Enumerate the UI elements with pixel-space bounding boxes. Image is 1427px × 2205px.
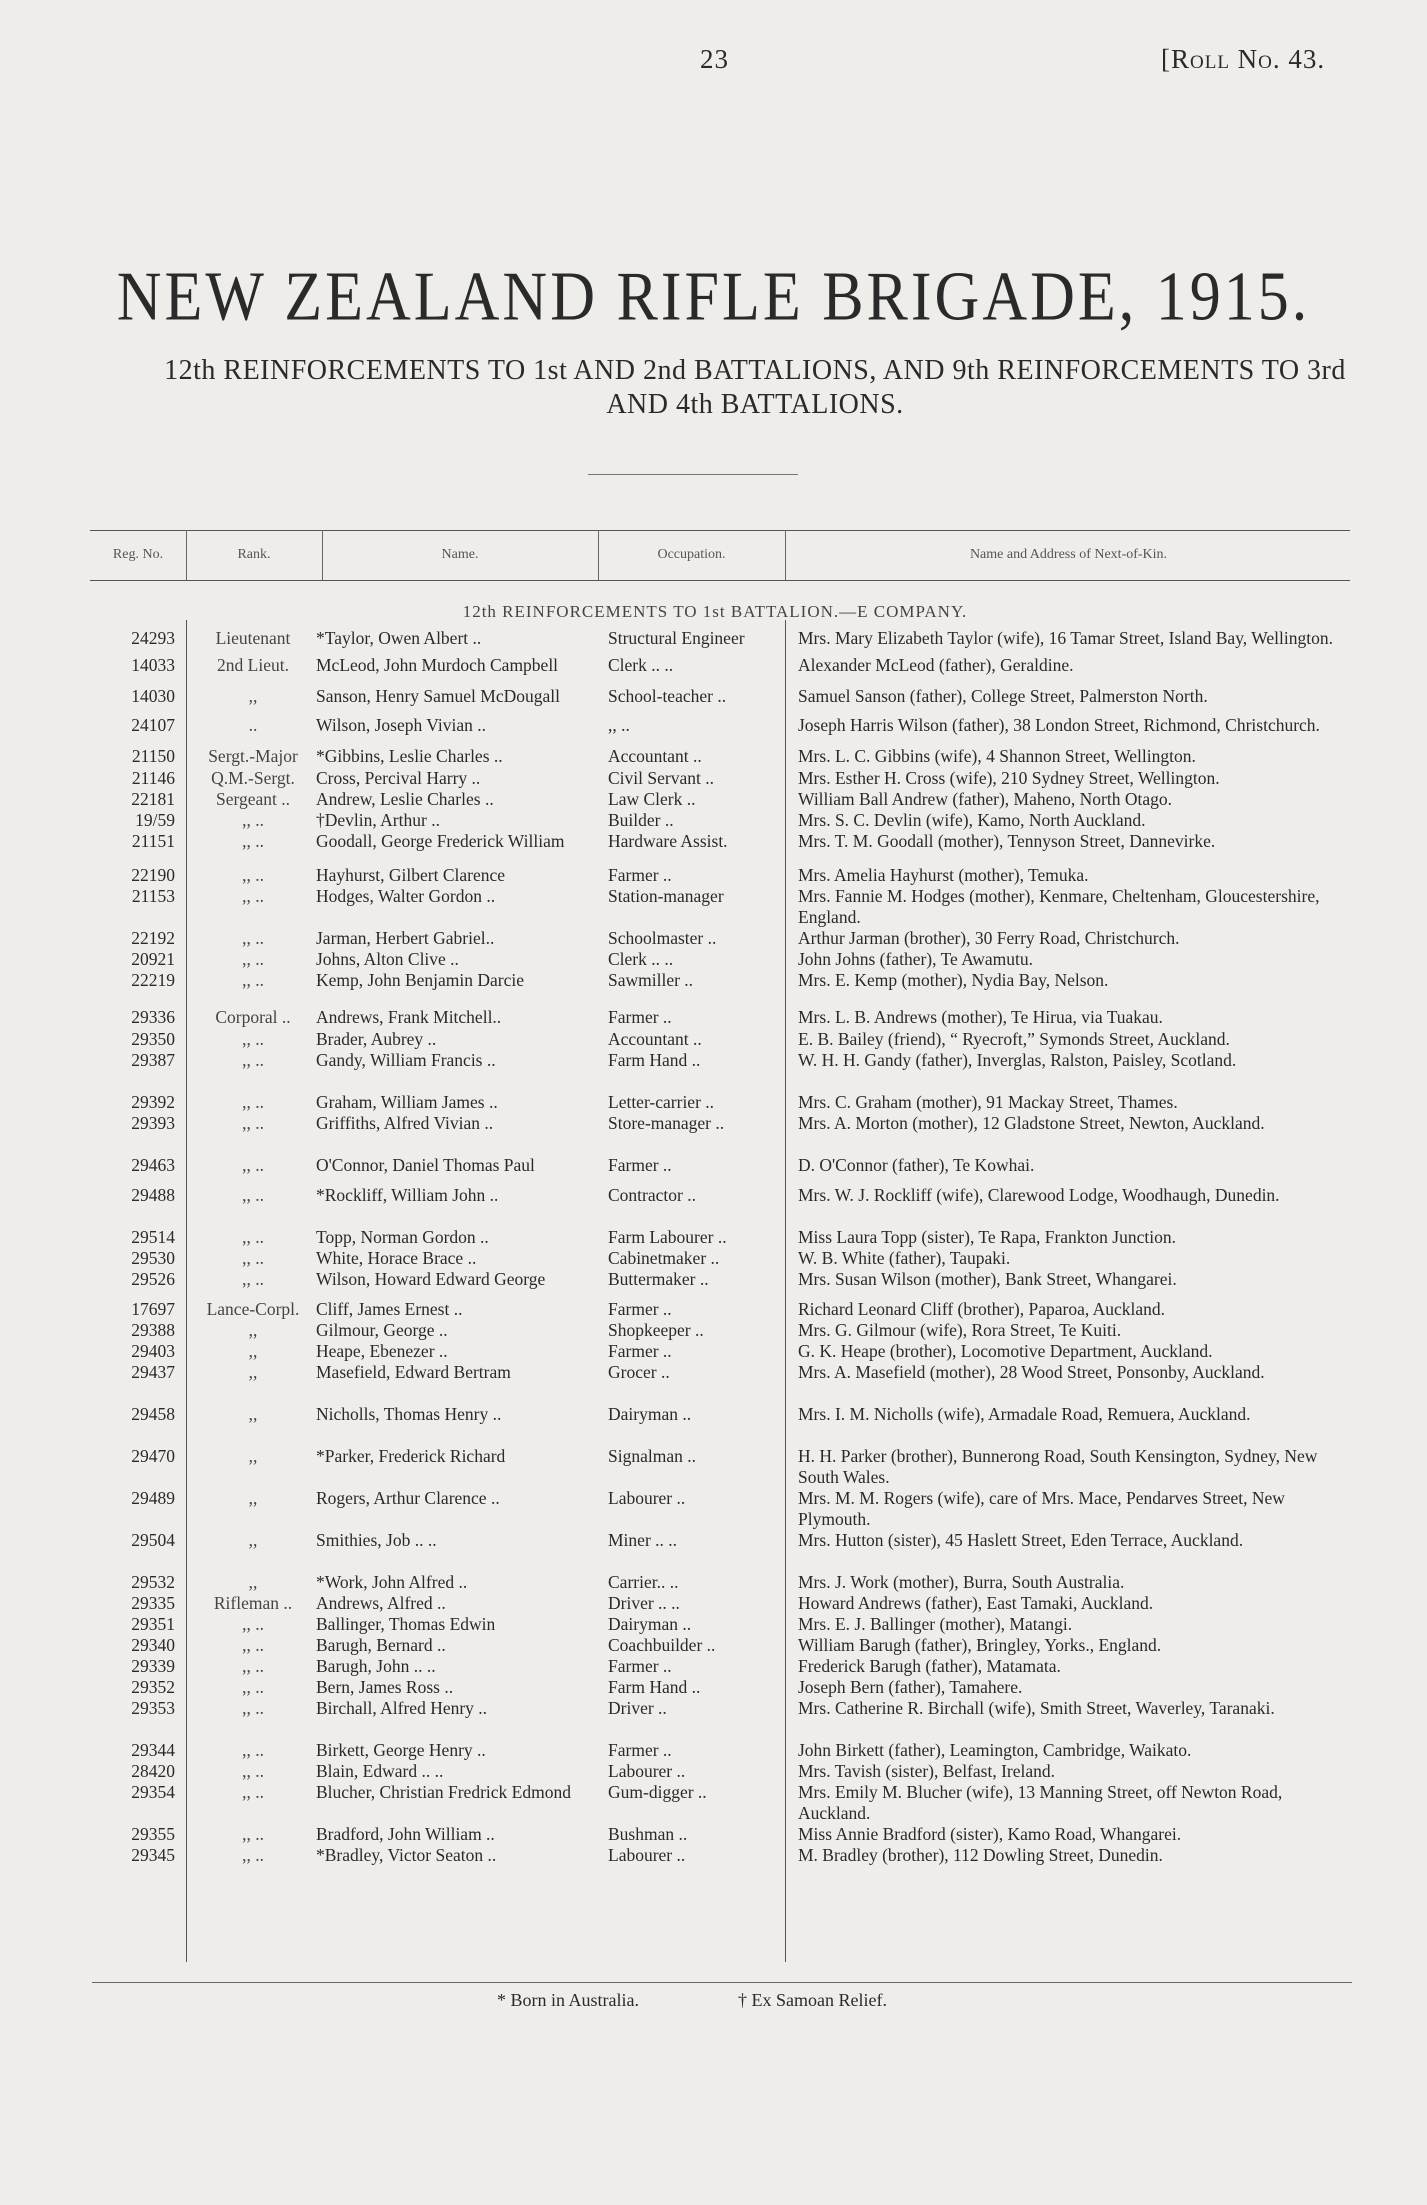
rank: ,, .. <box>242 1614 264 1634</box>
next-of-kin: Mrs. Hutton (sister), 45 Haslett Street, Eden Terrace, Auckland. <box>798 1530 1244 1550</box>
reg-number: 29437 <box>131 1362 175 1382</box>
reg-number: 29335 <box>131 1593 175 1613</box>
next-of-kin: H. H. Parker (brother), Bunnerong Road, South Kensington, Sydney, New South Wales. <box>798 1446 1318 1487</box>
soldier-name: Rogers, Arthur Clarence .. <box>316 1488 500 1508</box>
occupation: Farm Hand .. <box>608 1050 701 1070</box>
occupation: Clerk .. .. <box>608 655 674 675</box>
reg-number: 29532 <box>131 1572 175 1592</box>
rank: ,, <box>248 1362 258 1382</box>
rank: ,, .. <box>242 1782 264 1802</box>
soldier-name: *Parker, Frederick Richard <box>316 1446 506 1466</box>
occupation: Farmer .. <box>608 1740 672 1760</box>
soldier-name: Brader, Aubrey .. <box>316 1029 437 1049</box>
occupation: Hardware Assist. <box>608 831 728 851</box>
rank: ,, .. <box>242 1677 264 1697</box>
rank: ,, <box>248 1341 258 1361</box>
rank: ,, <box>248 686 258 706</box>
reg-number: 29354 <box>131 1782 175 1802</box>
soldier-name: Griffiths, Alfred Vivian .. <box>316 1113 494 1133</box>
reg-number: 29393 <box>131 1113 175 1133</box>
occupation: Coachbuilder .. <box>608 1635 716 1655</box>
rank: ,, .. <box>242 1656 264 1676</box>
occupation: Letter-carrier .. <box>608 1092 715 1112</box>
header-bottom-rule <box>90 580 1350 581</box>
header-separator <box>322 530 323 580</box>
next-of-kin: Mrs. T. M. Goodall (mother), Tennyson Street, Dannevirke. <box>798 831 1216 851</box>
occupation: Driver .. <box>608 1698 667 1718</box>
occupation: Farm Hand .. <box>608 1677 701 1697</box>
soldier-name: Wilson, Joseph Vivian .. <box>316 715 487 735</box>
soldier-name: O'Connor, Daniel Thomas Paul <box>316 1155 535 1175</box>
reg-number: 20921 <box>131 949 175 969</box>
next-of-kin: Howard Andrews (father), East Tamaki, Auckland. <box>798 1593 1154 1613</box>
next-of-kin: G. K. Heape (brother), Locomotive Department, Auckland. <box>798 1341 1213 1361</box>
next-of-kin: William Barugh (father), Bringley, Yorks., England. <box>798 1635 1162 1655</box>
header-top-rule <box>90 530 1350 531</box>
soldier-name: Gandy, William Francis .. <box>316 1050 496 1070</box>
next-of-kin: John Johns (father), Te Awamutu. <box>798 949 1034 969</box>
rank: ,, <box>248 1572 258 1592</box>
soldier-name: Kemp, John Benjamin Darcie <box>316 970 525 990</box>
rank: ,, .. <box>242 1029 264 1049</box>
next-of-kin: John Birkett (father), Leamington, Cambridge, Waikato. <box>798 1740 1192 1760</box>
reg-number: 29340 <box>131 1635 175 1655</box>
next-of-kin: Mrs. I. M. Nicholls (wife), Armadale Road, Remuera, Auckland. <box>798 1404 1251 1424</box>
reg-number: 29344 <box>131 1740 175 1760</box>
next-of-kin: Mrs. Susan Wilson (mother), Bank Street, Whangarei. <box>798 1269 1177 1289</box>
occupation: Farmer .. <box>608 1155 672 1175</box>
next-of-kin: W. H. H. Gandy (father), Inverglas, Ralston, Paisley, Scotland. <box>798 1050 1237 1070</box>
reg-number: 29355 <box>131 1824 175 1844</box>
soldier-name: Birkett, George Henry .. <box>316 1740 486 1760</box>
soldier-name: Topp, Norman Gordon .. <box>316 1227 489 1247</box>
rank: ,, <box>248 1446 258 1466</box>
reg-number: 29489 <box>131 1488 175 1508</box>
occupation: Dairyman .. <box>608 1614 692 1634</box>
next-of-kin: Frederick Barugh (father), Matamata. <box>798 1656 1061 1676</box>
header-separator <box>785 530 786 580</box>
rank: ,, .. <box>242 949 264 969</box>
next-of-kin: Mrs. E. J. Ballinger (mother), Matangi. <box>798 1614 1073 1634</box>
next-of-kin: Mrs. Tavish (sister), Belfast, Ireland. <box>798 1761 1056 1781</box>
page-subtitle: 12th REINFORCEMENTS TO 1st AND 2nd BATTALIONS, AND 9th REINFORCEMENTS TO 3rd AND 4th BATTALIONS. <box>164 355 1346 420</box>
soldier-name: Cross, Percival Harry .. <box>316 768 481 788</box>
occupation: Labourer .. <box>608 1845 686 1865</box>
reg-number: 29351 <box>131 1614 175 1634</box>
occupation: Labourer .. <box>608 1488 686 1508</box>
rank: .. <box>248 715 258 735</box>
next-of-kin: William Ball Andrew (father), Maheno, North Otago. <box>798 789 1172 809</box>
next-of-kin: Mrs. Amelia Hayhurst (mother), Temuka. <box>798 865 1089 885</box>
next-of-kin: W. B. White (father), Taupaki. <box>798 1248 1011 1268</box>
next-of-kin: Joseph Bern (father), Tamahere. <box>798 1677 1023 1697</box>
rank: ,, .. <box>242 865 264 885</box>
occupation: Farmer .. <box>608 1341 672 1361</box>
soldier-name: White, Horace Brace .. <box>316 1248 477 1268</box>
soldier-name: Wilson, Howard Edward George <box>316 1269 546 1289</box>
next-of-kin: Arthur Jarman (brother), 30 Ferry Road, Christchurch. <box>798 928 1180 948</box>
rank: ,, <box>248 1488 258 1508</box>
next-of-kin: E. B. Bailey (friend), “ Ryecroft,” Symonds Street, Auckland. <box>798 1029 1230 1049</box>
reg-number: 19/59 <box>135 810 175 830</box>
occupation: Gum-digger .. <box>608 1782 707 1802</box>
reg-number: 21151 <box>131 831 175 851</box>
reg-number: 28420 <box>131 1761 175 1781</box>
soldier-name: McLeod, John Murdoch Campbell <box>316 655 559 675</box>
rank: ,, <box>248 1530 258 1550</box>
soldier-name: Barugh, John .. .. <box>316 1656 436 1676</box>
reg-number: 24293 <box>131 628 175 648</box>
next-of-kin: Mrs. Catherine R. Birchall (wife), Smith Street, Waverley, Taranaki. <box>798 1698 1275 1718</box>
occupation: Farmer .. <box>608 1299 672 1319</box>
soldier-name: Andrews, Alfred .. <box>316 1593 446 1613</box>
reg-number: 29336 <box>131 1007 175 1027</box>
reg-number: 29463 <box>131 1155 175 1175</box>
soldier-name: Andrews, Frank Mitchell.. <box>316 1007 502 1027</box>
next-of-kin: Mrs. C. Graham (mother), 91 Mackay Street, Thames. <box>798 1092 1178 1112</box>
soldier-name: *Taylor, Owen Albert .. <box>316 628 482 648</box>
occupation: Farmer .. <box>608 1007 672 1027</box>
next-of-kin: Mrs. Emily M. Blucher (wife), 13 Manning Street, off Newton Road, Auckland. <box>798 1782 1283 1823</box>
next-of-kin: Mrs. E. Kemp (mother), Nydia Bay, Nelson. <box>798 970 1109 990</box>
soldier-name: Nicholls, Thomas Henry .. <box>316 1404 502 1424</box>
rank: ,, .. <box>242 1227 264 1247</box>
soldier-name: *Gibbins, Leslie Charles .. <box>316 746 503 766</box>
rank: Q.M.-Sergt. <box>211 768 295 788</box>
rank: ,, .. <box>242 1155 264 1175</box>
rank: ,, .. <box>242 1761 264 1781</box>
occupation: Farmer .. <box>608 1656 672 1676</box>
column-rule <box>186 620 187 1962</box>
section-heading: 12th REINFORCEMENTS TO 1st BATTALION.—E COMPANY. <box>462 602 968 621</box>
reg-number: 22192 <box>131 928 175 948</box>
soldier-name: Gilmour, George .. <box>316 1320 448 1340</box>
next-of-kin: Miss Laura Topp (sister), Te Rapa, Frankton Junction. <box>798 1227 1176 1247</box>
rank: ,, <box>248 1320 258 1340</box>
occupation: Farmer .. <box>608 865 672 885</box>
next-of-kin: Alexander McLeod (father), Geraldine. <box>798 655 1074 675</box>
reg-number: 29504 <box>131 1530 175 1550</box>
occupation: Miner .. .. <box>608 1530 678 1550</box>
rank: ,, .. <box>242 1248 264 1268</box>
rank: Sergt.-Major <box>208 746 298 766</box>
rank: Lieutenant <box>215 628 291 648</box>
occupation: ,, .. <box>608 715 630 735</box>
occupation: Accountant .. <box>608 1029 702 1049</box>
soldier-name: †Devlin, Arthur .. <box>316 810 440 830</box>
reg-number: 21153 <box>131 886 175 906</box>
soldier-name: Andrew, Leslie Charles .. <box>316 789 494 809</box>
occupation: Clerk .. .. <box>608 949 674 969</box>
reg-number: 22181 <box>131 789 175 809</box>
occupation: Shopkeeper .. <box>608 1320 704 1340</box>
header-next-of-kin: Name and Address of Next-of-Kin. <box>969 547 1168 562</box>
rank: Sergeant .. <box>215 789 291 809</box>
reg-number: 29488 <box>131 1185 175 1205</box>
rank: ,, .. <box>242 1740 264 1760</box>
header-reg-no: Reg. No. <box>112 547 164 562</box>
reg-number: 22190 <box>131 865 175 885</box>
soldier-name: *Rockliff, William John .. <box>316 1185 499 1205</box>
occupation: Structural Engineer <box>608 628 745 648</box>
reg-number: 14033 <box>131 655 175 675</box>
soldier-name: Heape, Ebenezer .. <box>316 1341 448 1361</box>
occupation: Bushman .. <box>608 1824 688 1844</box>
reg-number: 24107 <box>131 715 175 735</box>
reg-number: 29353 <box>131 1698 175 1718</box>
reg-number: 29526 <box>131 1269 175 1289</box>
next-of-kin: Mrs. Fannie M. Hodges (mother), Kenmare, Cheltenham, Gloucestershire, England. <box>798 886 1320 927</box>
occupation: Grocer .. <box>608 1362 670 1382</box>
footnote-samoan-relief: † Ex Samoan Relief. <box>738 1990 887 2010</box>
rank: Rifleman .. <box>213 1593 293 1613</box>
reg-number: 17697 <box>131 1299 175 1319</box>
next-of-kin: Mrs. W. J. Rockliff (wife), Clarewood Lodge, Woodhaugh, Dunedin. <box>798 1185 1280 1205</box>
occupation: Signalman .. <box>608 1446 696 1466</box>
next-of-kin: Joseph Harris Wilson (father), 38 London Street, Richmond, Christchurch. <box>798 715 1320 735</box>
next-of-kin: Mrs. L. B. Andrews (mother), Te Hirua, via Tuakau. <box>798 1007 1163 1027</box>
next-of-kin: Richard Leonard Cliff (brother), Paparoa, Auckland. <box>798 1299 1166 1319</box>
rank: ,, .. <box>242 1698 264 1718</box>
soldier-name: Masefield, Edward Bertram <box>316 1362 511 1382</box>
column-rule <box>785 620 786 1962</box>
rank: ,, .. <box>242 1185 264 1205</box>
reg-number: 22219 <box>131 970 175 990</box>
rank: Lance-Corpl. <box>206 1299 300 1319</box>
soldier-name: Bern, James Ross .. <box>316 1677 454 1697</box>
occupation: Store-manager .. <box>608 1113 725 1133</box>
rank: 2nd Lieut. <box>217 655 289 675</box>
next-of-kin: Mrs. A. Morton (mother), 12 Gladstone Street, Newton, Auckland. <box>798 1113 1265 1133</box>
rank: ,, .. <box>242 810 264 830</box>
header-rank: Rank. <box>237 547 271 562</box>
occupation: Schoolmaster .. <box>608 928 717 948</box>
rank: ,, .. <box>242 1635 264 1655</box>
footer-rule <box>92 1982 1352 1983</box>
next-of-kin: Miss Annie Bradford (sister), Kamo Road, Whangarei. <box>798 1824 1182 1844</box>
reg-number: 29514 <box>131 1227 175 1247</box>
rank: Corporal .. <box>215 1007 291 1027</box>
reg-number: 21146 <box>131 768 175 788</box>
soldier-name: Jarman, Herbert Gabriel.. <box>316 928 495 948</box>
reg-number: 29403 <box>131 1341 175 1361</box>
rank: ,, .. <box>242 1050 264 1070</box>
occupation: Accountant .. <box>608 746 702 766</box>
reg-number: 29470 <box>131 1446 175 1466</box>
rank: ,, <box>248 1404 258 1424</box>
occupation: Station-manager <box>608 886 724 906</box>
occupation: Carrier.. .. <box>608 1572 679 1592</box>
occupation: Civil Servant .. <box>608 768 714 788</box>
occupation: Builder .. <box>608 810 674 830</box>
reg-number: 21150 <box>131 746 175 766</box>
page-number: 23 <box>700 44 729 74</box>
reg-number: 29345 <box>131 1845 175 1865</box>
reg-number: 29458 <box>131 1404 175 1424</box>
next-of-kin: Mrs. L. C. Gibbins (wife), 4 Shannon Street, Wellington. <box>798 746 1196 766</box>
occupation: Farm Labourer .. <box>608 1227 727 1247</box>
reg-number: 29387 <box>131 1050 175 1070</box>
page-title: NEW ZEALAND RIFLE BRIGADE, 1915. <box>116 258 1311 336</box>
occupation: Cabinetmaker .. <box>608 1248 720 1268</box>
rank: ,, .. <box>242 1845 264 1865</box>
header-separator <box>186 530 187 580</box>
header-occupation: Occupation. <box>657 547 726 562</box>
soldier-name: Bradford, John William .. <box>316 1824 495 1844</box>
footnote-born-australia: * Born in Australia. <box>497 1990 639 2010</box>
soldier-name: Blucher, Christian Fredrick Edmond <box>316 1782 571 1802</box>
soldier-name: Goodall, George Frederick William <box>316 831 565 851</box>
soldier-name: *Bradley, Victor Seaton .. <box>316 1845 497 1865</box>
reg-number: 29350 <box>131 1029 175 1049</box>
rank: ,, .. <box>242 886 264 906</box>
soldier-name: Hodges, Walter Gordon .. <box>316 886 496 906</box>
rank: ,, .. <box>242 1824 264 1844</box>
next-of-kin: Mrs. A. Masefield (mother), 28 Wood Street, Ponsonby, Auckland. <box>798 1362 1265 1382</box>
occupation: Dairyman .. <box>608 1404 692 1424</box>
rank: ,, .. <box>242 1092 264 1112</box>
next-of-kin: Mrs. Mary Elizabeth Taylor (wife), 16 Tamar Street, Island Bay, Wellington. <box>798 628 1333 648</box>
rank: ,, .. <box>242 1113 264 1133</box>
soldier-name: Graham, William James .. <box>316 1092 498 1112</box>
occupation: Driver .. .. <box>608 1593 680 1613</box>
rank: ,, .. <box>242 928 264 948</box>
next-of-kin: Mrs. J. Work (mother), Burra, South Australia. <box>798 1572 1125 1592</box>
next-of-kin: M. Bradley (brother), 112 Dowling Street, Dunedin. <box>798 1845 1163 1865</box>
occupation: Labourer .. <box>608 1761 686 1781</box>
header-separator <box>598 530 599 580</box>
occupation: Contractor .. <box>608 1185 696 1205</box>
soldier-name: Ballinger, Thomas Edwin <box>316 1614 496 1634</box>
next-of-kin: Mrs. G. Gilmour (wife), Rora Street, Te Kuiti. <box>798 1320 1122 1340</box>
soldier-name: Smithies, Job .. .. <box>316 1530 437 1550</box>
reg-number: 14030 <box>131 686 175 706</box>
soldier-name: Johns, Alton Clive .. <box>316 949 459 969</box>
next-of-kin: D. O'Connor (father), Te Kowhai. <box>798 1155 1035 1175</box>
reg-number: 29530 <box>131 1248 175 1268</box>
reg-number: 29339 <box>131 1656 175 1676</box>
title-divider <box>588 474 798 475</box>
next-of-kin: Mrs. Esther H. Cross (wife), 210 Sydney Street, Wellington. <box>798 768 1220 788</box>
soldier-name: Barugh, Bernard .. <box>316 1635 446 1655</box>
occupation: Law Clerk .. <box>608 789 696 809</box>
occupation: Buttermaker .. <box>608 1269 709 1289</box>
roll-label: [Roll No. 43. <box>1161 44 1326 74</box>
rank: ,, .. <box>242 970 264 990</box>
reg-number: 29352 <box>131 1677 175 1697</box>
soldier-name: Sanson, Henry Samuel McDougall <box>316 686 560 706</box>
rank: ,, .. <box>242 1269 264 1289</box>
soldier-name: Birchall, Alfred Henry .. <box>316 1698 488 1718</box>
occupation: Sawmiller .. <box>608 970 694 990</box>
reg-number: 29392 <box>131 1092 175 1112</box>
soldier-name: Blain, Edward .. .. <box>316 1761 444 1781</box>
next-of-kin: Mrs. M. M. Rogers (wife), care of Mrs. Mace, Pendarves Street, New Plymouth. <box>798 1488 1285 1529</box>
header-name: Name. <box>441 547 479 562</box>
soldier-name: Cliff, James Ernest .. <box>316 1299 463 1319</box>
next-of-kin: Samuel Sanson (father), College Street, Palmerston North. <box>798 686 1208 706</box>
next-of-kin: Mrs. S. C. Devlin (wife), Kamo, North Auckland. <box>798 810 1146 830</box>
soldier-name: *Work, John Alfred .. <box>316 1572 468 1592</box>
soldier-name: Hayhurst, Gilbert Clarence <box>316 865 506 885</box>
occupation: School-teacher .. <box>608 686 727 706</box>
reg-number: 29388 <box>131 1320 175 1340</box>
rank: ,, .. <box>242 831 264 851</box>
